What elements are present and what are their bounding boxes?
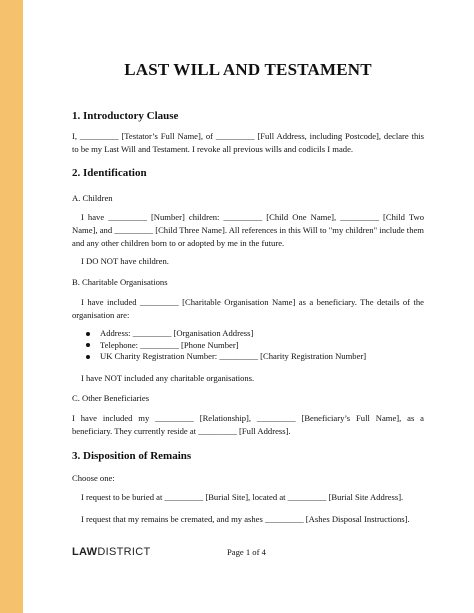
list-item: UK Charity Registration Number: _________ [Charity Registration Number] <box>84 351 424 363</box>
charitable-details-list <box>84 328 424 363</box>
document-page <box>72 0 424 613</box>
no-charity-statement: I have NOT included any charitable organisations. <box>81 373 255 383</box>
burial-option: I request to be buried at _________ [Burial Site], located at _________ [Burial Site Address]. <box>81 492 404 502</box>
section-heading-intro: 1. Introductory Clause <box>72 110 179 122</box>
intro-paragraph: I, _________ [Testator’s Full Name], of _________ [Full Address, including Postcode], declare this to be my Last Will and Testament. I revoke all previous wills and codicils I made. <box>72 131 424 154</box>
page-number: Page 1 of 4 <box>227 547 266 557</box>
bullet-icon <box>86 355 90 359</box>
decorative-side-bar <box>0 0 23 613</box>
document-title: LAST WILL AND TESTAMENT <box>124 60 372 79</box>
bullet-icon <box>86 343 90 347</box>
subheading-other-beneficiaries: C. Other Beneficiaries <box>72 393 150 403</box>
lawdistrict-logo: LAWDISTRICT <box>72 546 151 558</box>
choose-one-label: Choose one: <box>72 473 115 483</box>
list-item: Address: _________ [Organisation Address] <box>84 328 424 340</box>
no-children-statement: I DO NOT have children. <box>81 256 169 266</box>
list-item: Telephone: _________ [Phone Number] <box>84 340 424 352</box>
subheading-children: A. Children <box>72 193 113 203</box>
section-heading-identification: 2. Identification <box>72 167 147 179</box>
bullet-icon <box>86 332 90 336</box>
charitable-paragraph: I have included _________ [Charitable Organisation Name] as a beneficiary. The details of the organisation are: <box>72 297 424 320</box>
section-heading-remains: 3. Disposition of Remains <box>72 450 192 462</box>
subheading-charitable: B. Charitable Organisations <box>72 277 168 287</box>
children-paragraph: I have _________ [Number] children: _________ [Child One Name], _________ [Child Two Name], and _________ [Child Three Name]. All references in this Will to "my children" include them and any other children born to or adopted by me in the future. <box>72 212 424 248</box>
cremation-option: I request that my remains be cremated, and my ashes _________ [Ashes Disposal Instructions]. <box>81 514 410 524</box>
other-beneficiaries-paragraph: I have included my _________ [Relationship], _________ [Beneficiary’s Full Name], as a beneficiary. They currently reside at _________ [Full Address]. <box>72 413 424 436</box>
